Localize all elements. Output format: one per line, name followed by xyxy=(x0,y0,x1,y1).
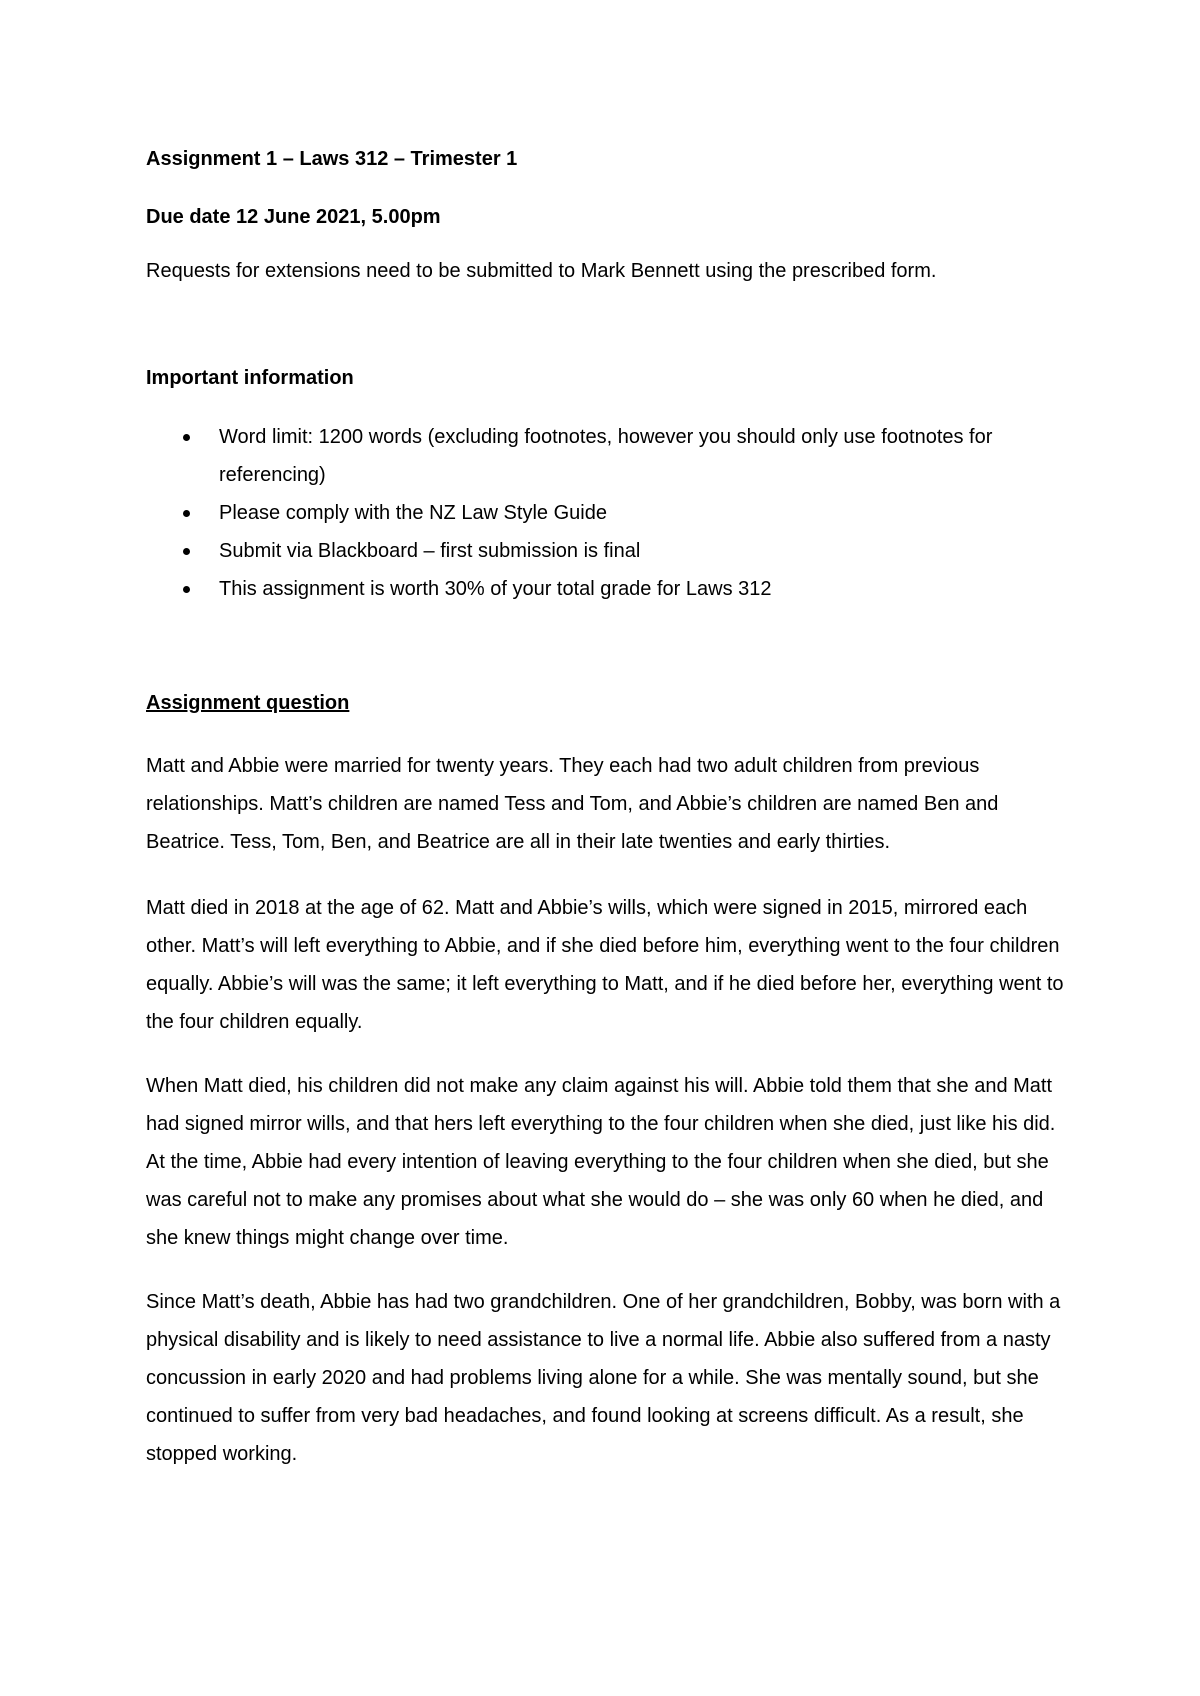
list-item-text: This assignment is worth 30% of your total grade for Laws 312 xyxy=(219,578,772,600)
list-item xyxy=(146,532,1066,570)
list-item xyxy=(146,494,1066,532)
list-item-text: Please comply with the NZ Law Style Guide xyxy=(219,502,607,524)
list-item xyxy=(146,418,1066,494)
bullet-icon xyxy=(183,586,190,593)
question-paragraph-1: Matt and Abbie were married for twenty years. They each had two adult children from previous relationships. Matt’s children are named Tess and Tom, and Abbie’s children are named Ben and Beatrice. Tess, Tom, Ben, and Beatrice are all in their late twenties and early thirties. xyxy=(146,755,999,853)
assignment-question-heading: Assignment question xyxy=(146,692,350,714)
list-item xyxy=(146,570,1066,608)
important-information-list xyxy=(146,418,1066,608)
question-paragraph-2: Matt died in 2018 at the age of 62. Matt and Abbie’s wills, which were signed in 2015, mirrored each other. Matt’s will left everything to Abbie, and if she died before him, everything went to the four children equally. Abbie’s will was the same; it left everything to Matt, and if he died before her, everything went to the four children equally. xyxy=(146,897,1064,1033)
bullet-icon xyxy=(183,548,190,555)
bullet-icon xyxy=(183,510,190,517)
assignment-title: Assignment 1 – Laws 312 – Trimester 1 xyxy=(146,148,518,170)
due-date: Due date 12 June 2021, 5.00pm xyxy=(146,206,441,228)
question-paragraph-3: When Matt died, his children did not make any claim against his will. Abbie told them that she and Matt had signed mirror wills, and that hers left everything to the four children when she died, just like his did. At the time, Abbie had every intention of leaving everything to the four children when she died, but she was careful not to make any promises about what she would do – she was only 60 when he died, and she knew things might change over time. xyxy=(146,1075,1056,1249)
bullet-icon xyxy=(183,434,190,441)
list-item-text: Submit via Blackboard – first submission is final xyxy=(219,540,641,562)
list-item-text: Word limit: 1200 words (excluding footnotes, however you should only use footnotes for referencing) xyxy=(219,426,993,486)
extensions-note: Requests for extensions need to be submitted to Mark Bennett using the prescribed form. xyxy=(146,260,937,282)
important-information-heading: Important information xyxy=(146,367,354,389)
question-paragraph-4: Since Matt’s death, Abbie has had two grandchildren. One of her grandchildren, Bobby, was born with a physical disability and is likely to need assistance to live a normal life. Abbie also suffered from a nasty concussion in early 2020 and had problems living alone for a while. She was mentally sound, but she continued to suffer from very bad headaches, and found looking at screens difficult. As a result, she stopped working. xyxy=(146,1291,1061,1465)
